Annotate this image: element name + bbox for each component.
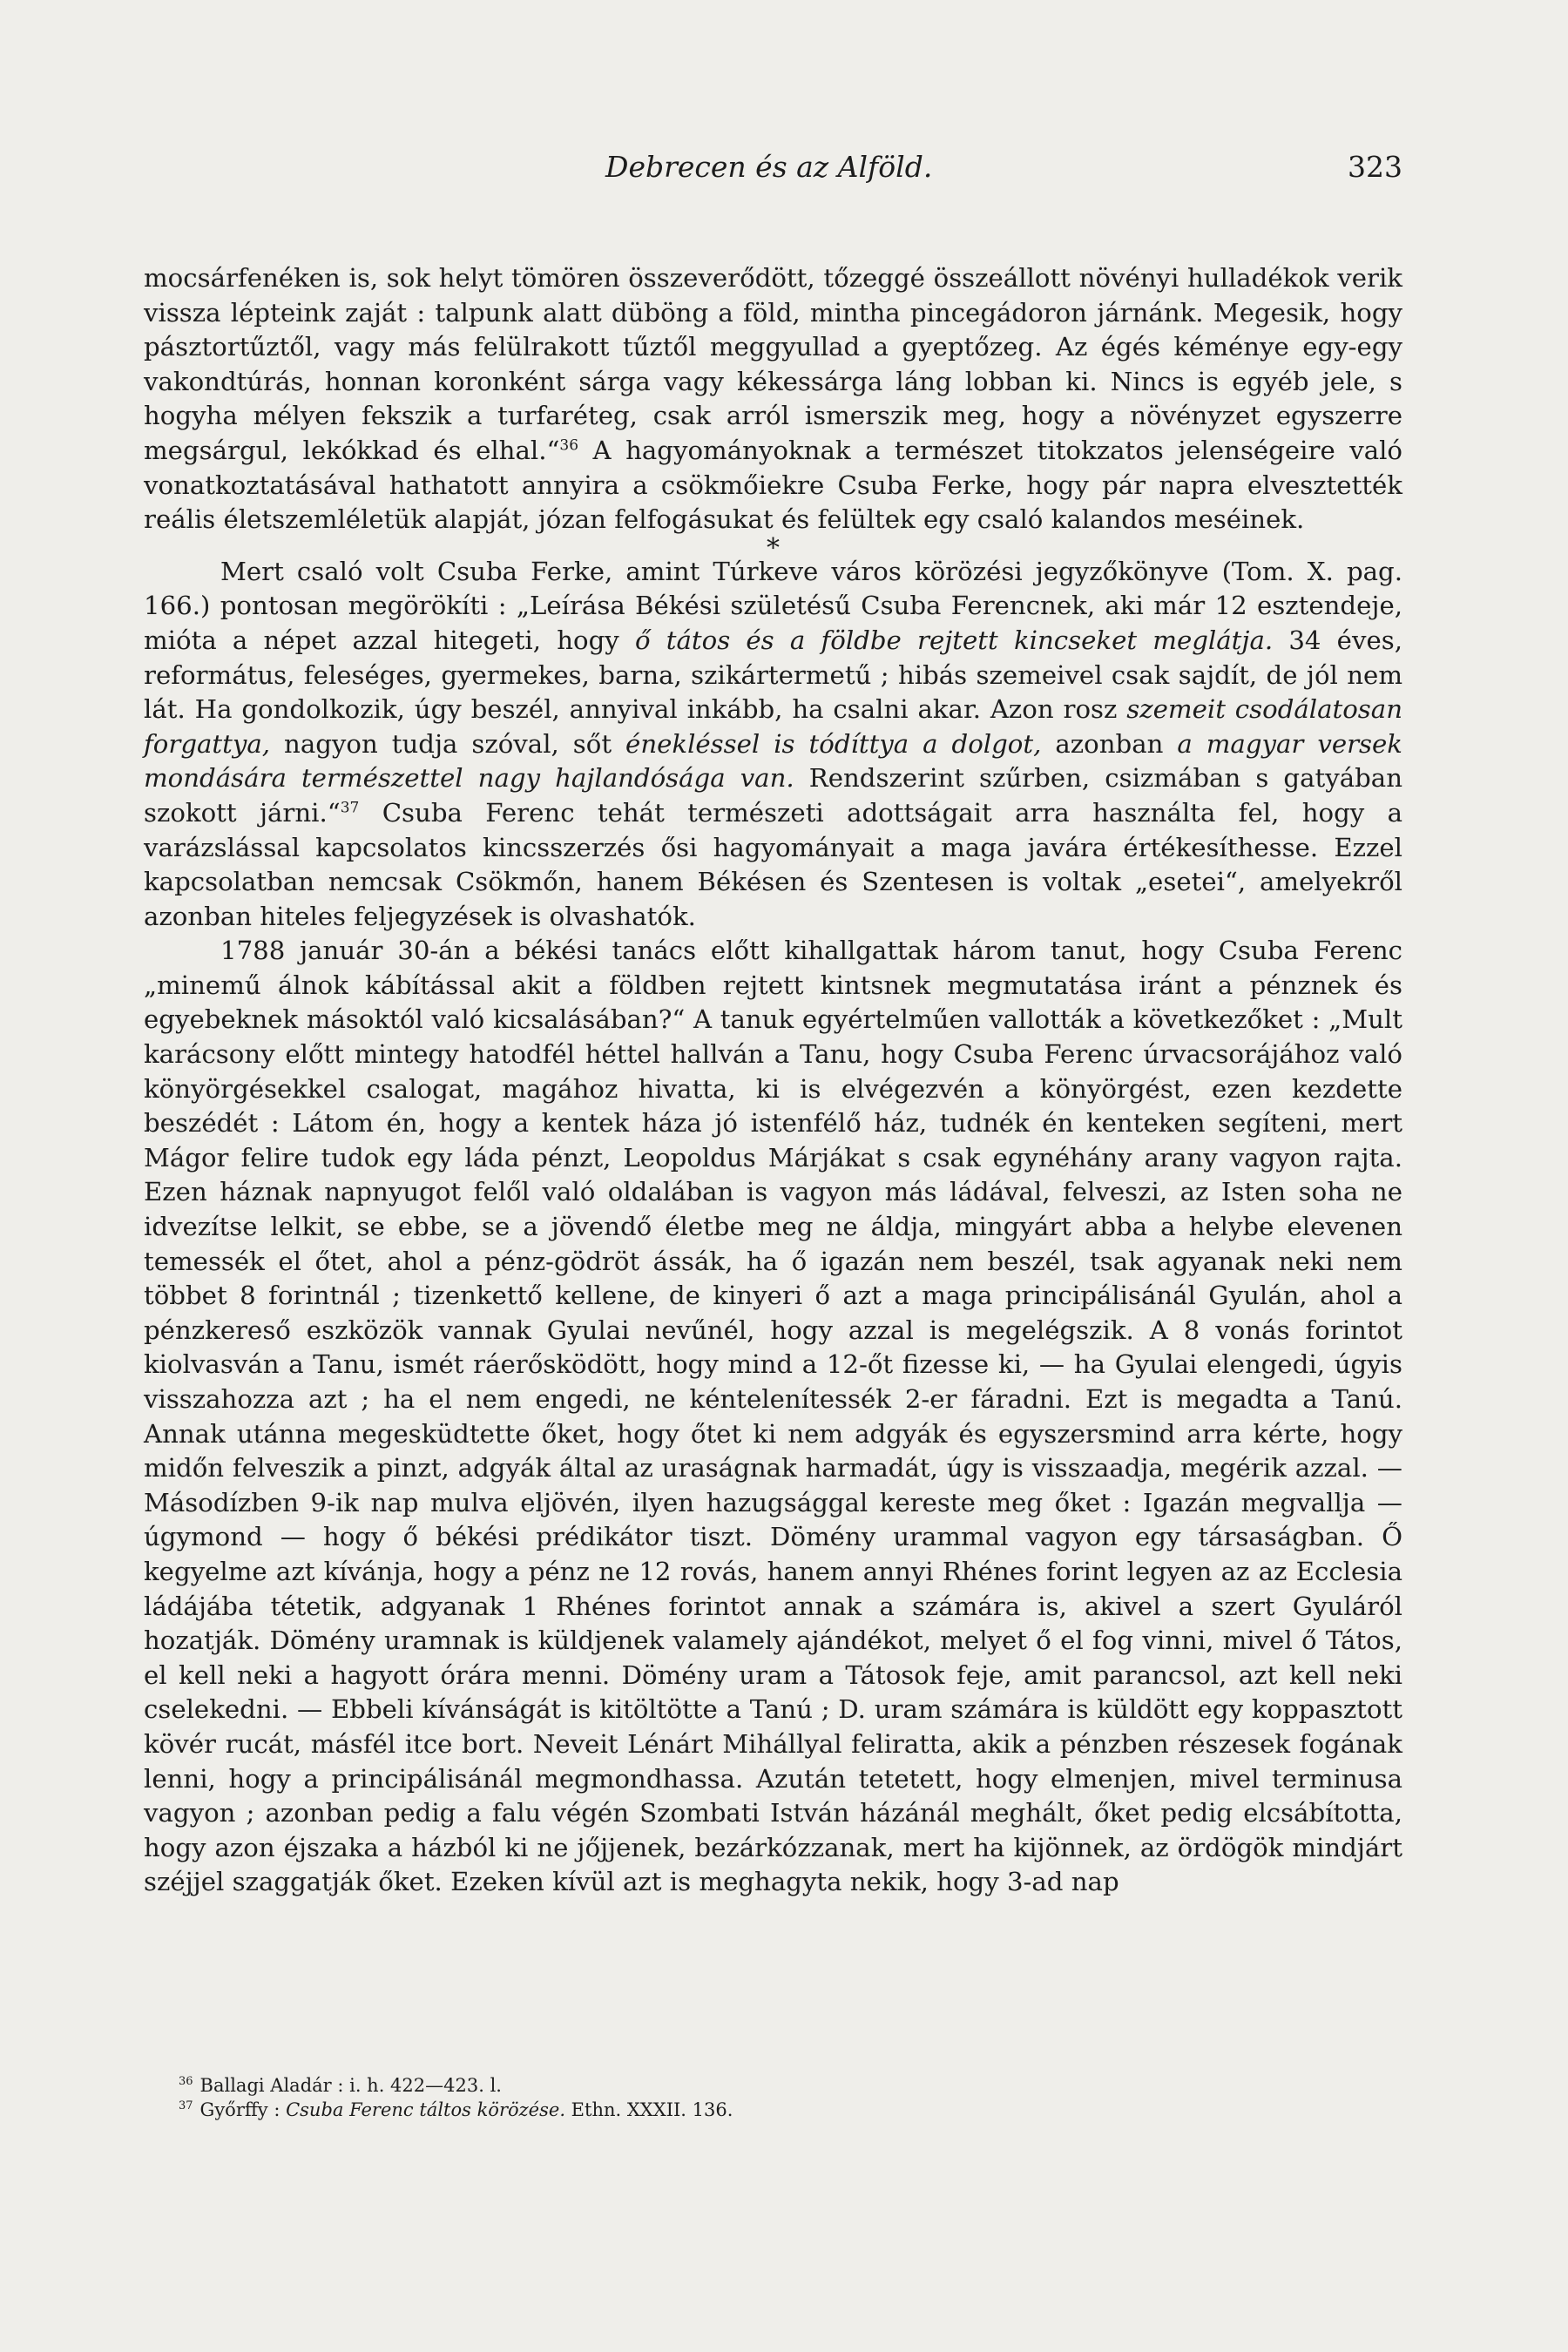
footnote-ref[interactable]: 36 [559, 436, 579, 455]
section-separator: * [767, 532, 780, 564]
running-title: Debrecen és az Alföld. [605, 150, 933, 184]
main-text [144, 261, 1402, 1900]
text-run: Csuba Ferenc tehát természeti adottságait arra használta fel, hogy a varázslással kapcsolatos kincsszerzés ősi hagyományait a maga javára értékesíthesse. Ezzel kapcsolatban nemcsak Csökmőn, hanem Békésen és Szentesen is voltak „esetei“, amelyekről azonban hiteles feljegyzések is olvashatók. [144, 797, 1402, 931]
text-run: Mert csaló volt Csuba Ferke, amint Túrkeve város körözési jegyzőkönyve (Tom. X. pag. 166.) pontosan megörökíti : „Leírása Békési születésű Csuba Ferencnek, aki már 12 esztendeje, mióta a népet azzal hitegeti, hogy [144, 556, 1402, 655]
page-number: 323 [1348, 150, 1402, 184]
text-run: A hagyományoknak a természet titokzatos jelenségeire való vonatkoztatásával hathatott annyira a csökmőiekre Csuba Ferke, hogy pár napra elvesztették reális életszemléletük alapját, józan felfogásukat és felültek egy csaló kalandos meséinek. [144, 435, 1403, 535]
text-run: Rendszerint szűrben, csizmában s gatyában szokott járni.“ [144, 763, 1402, 828]
text-run: nagyon tudja szóval, sőt [270, 728, 626, 759]
paragraph [144, 261, 1402, 537]
footnotes [179, 2073, 1402, 2122]
footnote-text: Ethn. XXXII. 136. [565, 2099, 733, 2120]
italic-run: szemeit csodálatosan forgattya, [144, 694, 1402, 759]
footnote-text: Ballagi Aladár : i. h. 422—423. l. [199, 2075, 502, 2096]
footnote [179, 2073, 1402, 2098]
paragraph [144, 555, 1402, 935]
footnote-italic: Csuba Ferenc táltos körözése. [286, 2099, 565, 2120]
footnote-number: 36 [179, 2075, 193, 2088]
footnote-number: 37 [179, 2099, 193, 2112]
italic-run: ő tátos és a földbe rejtett kincseket meglátja. [635, 625, 1274, 655]
text-run: azonban [1041, 728, 1178, 759]
italic-run: énekléssel is tódíttya a dolgot, [625, 728, 1042, 759]
text-run: mocsárfenéken is, sok helyt tömören összeverődött, tőzeggé összeállott növényi hulladékok verik vissza lépteink zaját : talpunk alatt düböng a föld, mintha pincegádoron járnánk. Megesik, hogy pásztortűztől, vagy más felülrakott tűztől meggyullad a gyeptőzeg. Az égés kéménye egy-egy vakondtúrás, honnan koronként sárga vagy kékessárga láng lobban ki. Nincs is egyéb jele, s hogyha mélyen fekszik a turfaréteg, csak arról ismerszik meg, hogy a növényzet egyszerre megsárgul, lekókkad és elhal.“ [144, 263, 1402, 465]
text-run: 34 éves, református, feleséges, gyermekes, barna, szikártermetű ; hibás szemeivel csak sajdít, de jól nem lát. Ha gondolkozik, úgy beszél, annyival inkább, ha csalni akar. Azon rosz [144, 625, 1402, 725]
running-header [144, 150, 1402, 184]
footnote-ref[interactable]: 37 [340, 799, 360, 817]
paragraph [144, 934, 1402, 1900]
text-run: 1788 január 30-án a békési tanács előtt kihallgattak három tanut, hogy Csuba Ferenc „minemű álnok kábítással akit a földben rejtett kintsnek megmutatása iránt a pénznek és egyebeknek másoktól való kicsalásában?“ A tanuk egyértelműen vallották a következőket : „Mult karácsony előtt mintegy hatodfél héttel hallván a Tanu, hogy Csuba Ferenc úrvacsorájához való könyörgésekkel csalogat, magához hivatta, ki is elvégezvén a könyörgést, ezen kezdette beszédét : Látom én, hogy a kentek háza jó istenfélő ház, tudnék én kenteken segíteni, mert Mágor felire tudok egy láda pénzt, Leopoldus Márjákat s csak egynéhány arany vagyon rajta. Ezen háznak napnyugot felől való oldalában is vagyon más ládával, felveszi, az Isten soha ne idvezítse lelkit, se ebbe, se a jövendő életbe meg ne áldja, mingyárt abba a helybe elevenen temessék el őtet, ahol a pénz-gödröt ássák, ha ő igazán nem beszél, tsak agyanak neki nem többet 8 forintnál ; tizenkettő kellene, de kinyeri ő azt a maga principálisánál Gyulán, ahol a pénzkereső eszközök vannak Gyulai nevűnél, hogy azzal is megelégszik. A 8 vonás forintot kiolvasván a Tanu, ismét ráerősködött, hogy mind a 12-őt fizesse ki, — ha Gyulai elengedi, úgyis visszahozza azt ; ha el nem engedi, ne kéntelenítessék 2-er fáradni. Ezt is megadta a Tanú. Annak utánna megesküdtette őket, hogy őtet ki nem adgyák és egyszersmind arra kérte, hogy midőn felveszik a pinzt, adgyák által az uraságnak harmadát, úgy is visszaadja, megérik azzal. — Másodízben 9-ik nap mulva eljövén, ilyen hazugsággal kereste meg őket : Igazán megvallja — úgymond — hogy ő békési prédikátor tiszt. Dömény urammal vagyon egy társaságban. Ő kegyelme azt kívánja, hogy a pénz ne 12 rovás, hanem annyi Rhénes forint legyen az az Ecclesia ládájába tétetik, adgyanak 1 Rhénes forintot annak a számára is, akivel a szert Gyuláról hozatják. Dömény uramnak is küldjenek valamely ajándékot, melyet ő el fog vinni, mivel ő Tátos, el kell neki a hagyott órára menni. Dömény uram a Tátosok feje, amit parancsol, azt kell neki cselekedni. — Ebbeli kívánságát is kitöltötte a Tanú ; D. uram számára is küldött egy koppasztott kövér rucát, másfél itce bort. Neveit Lénárt Mihállyal feliratta, akik a pénzben részesek fogának lenni, hogy a principálisánál megmondhassa. Azután tetetett, hogy elmenjen, mivel terminusa vagyon ; azonban pedig a falu végén Szombati István házánál meghált, őket pedig elcsábította, hogy azon éjszaka a házból ki ne jőjjenek, bezárkózzanak, mert ha kijönnek, az ördögök mindjárt széjjel szaggatják őket. Ezeken kívül azt is meghagyta nekik, hogy 3-ad nap [144, 936, 1402, 1897]
italic-run: a magyar versek mondására természettel nagy hajlandósága van. [144, 728, 1402, 794]
footnote [179, 2098, 1402, 2122]
footnote-text: Győrffy : [199, 2099, 287, 2120]
